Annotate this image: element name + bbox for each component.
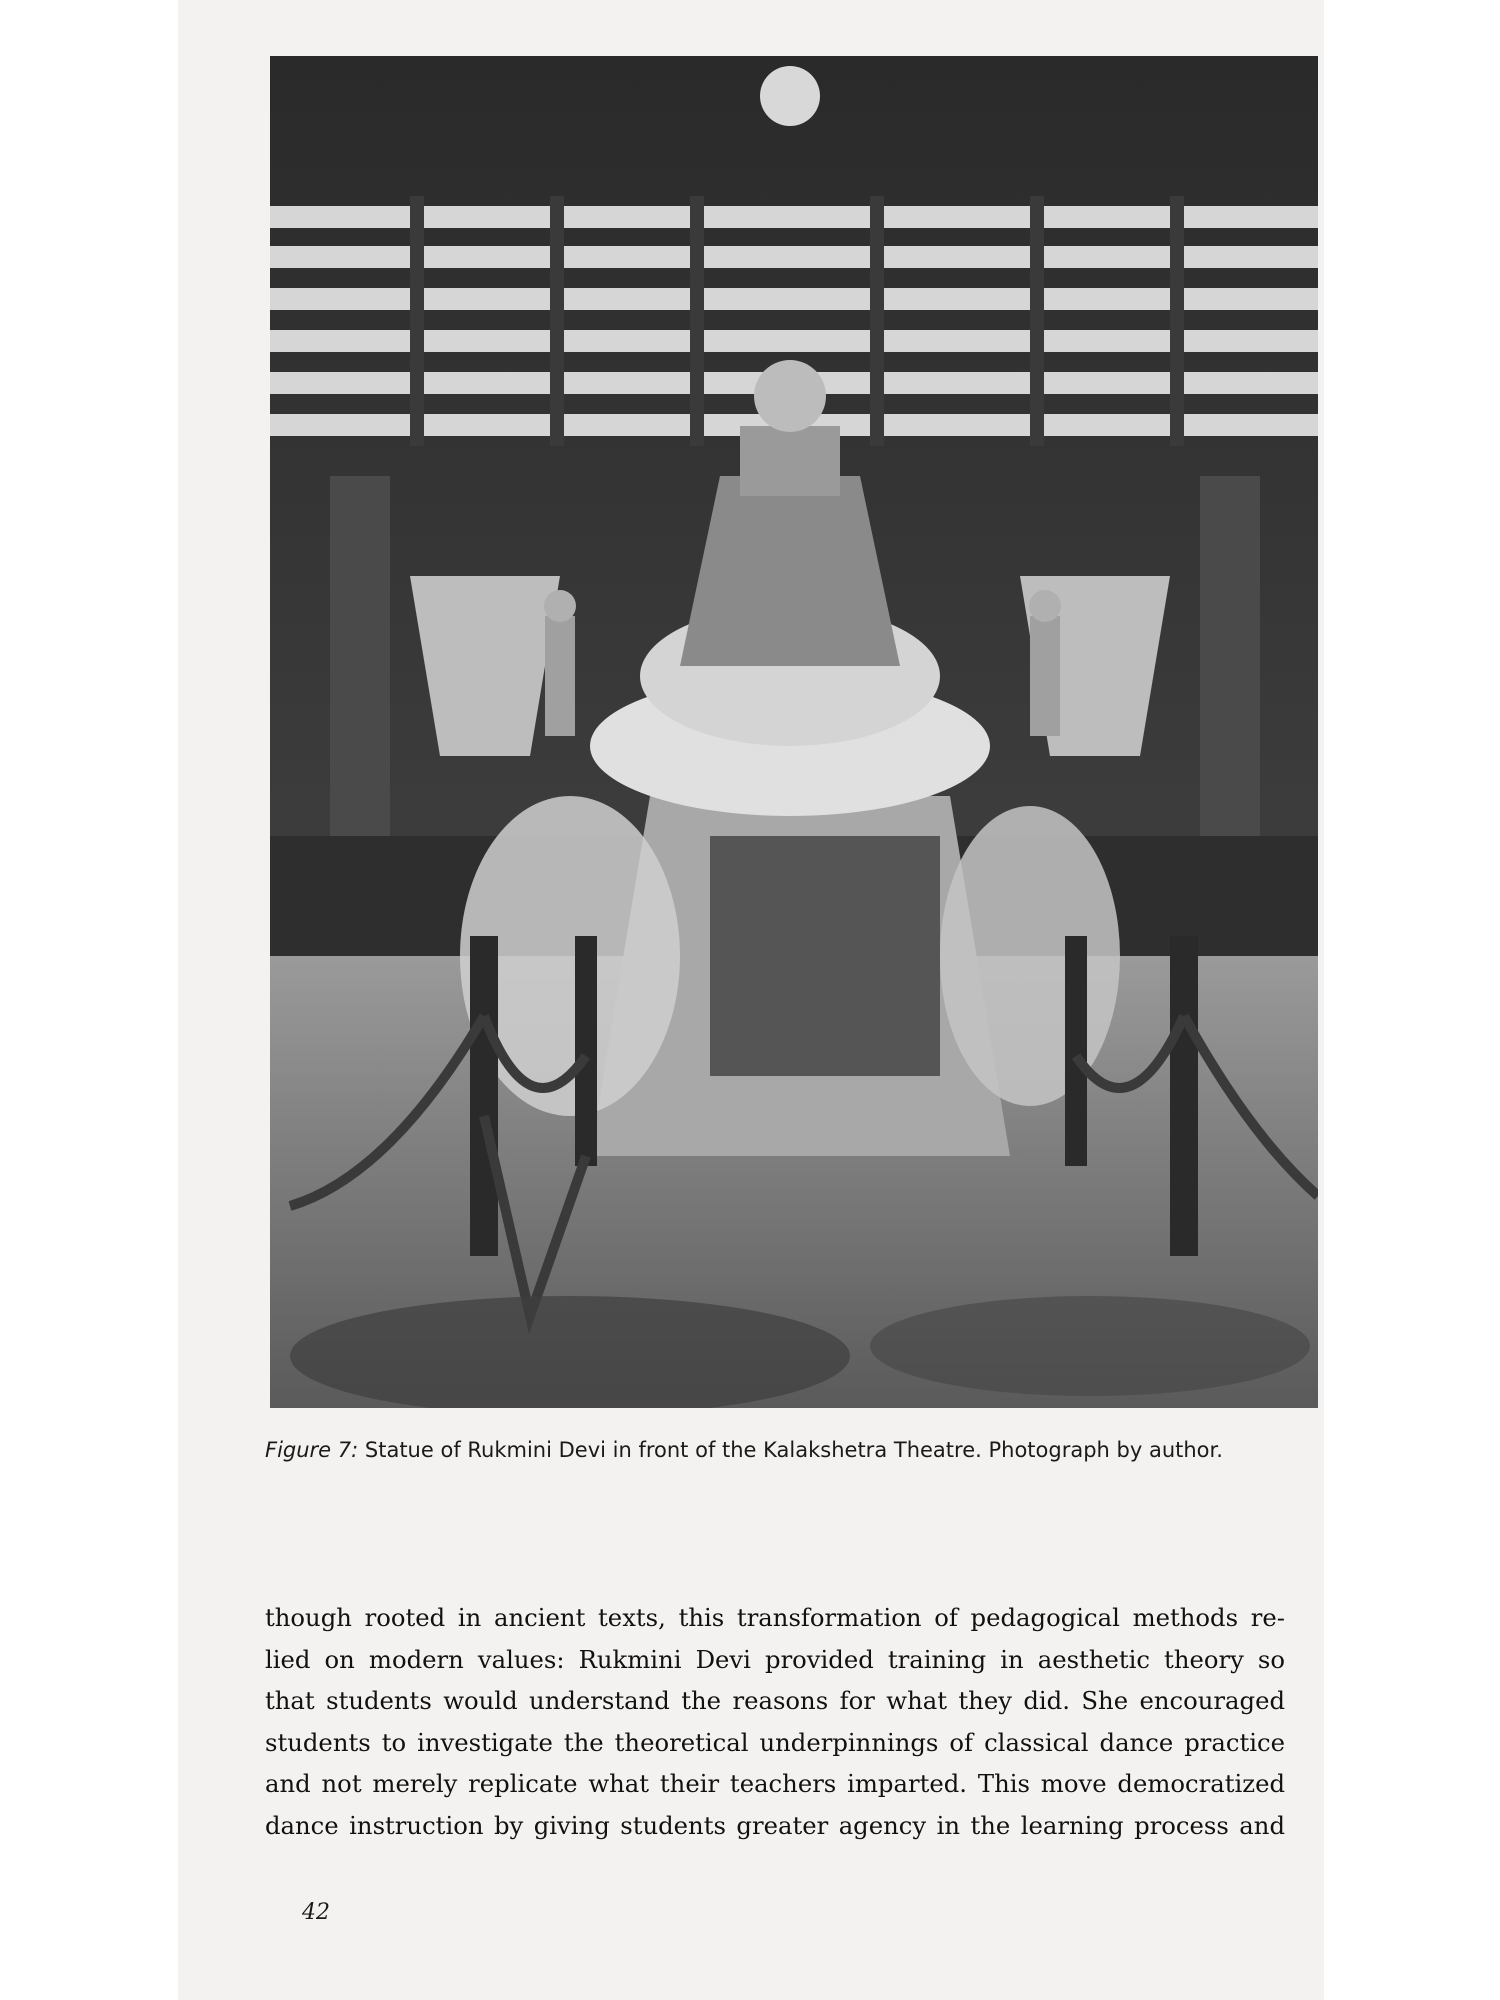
page-number: 42 xyxy=(302,1900,330,1925)
body-line: dance instruction by giving students greater agency in the learning process and xyxy=(265,1810,1285,1840)
body-line: lied on modern values: Rukmini Devi provided training in aesthetic theory so xyxy=(265,1644,1285,1674)
statue-photograph-image xyxy=(270,56,1318,1408)
body-line: and not merely replicate what their teachers imparted. This move democratized xyxy=(265,1769,1285,1798)
body-line: that students would understand the reasons for what they did. She encouraged xyxy=(265,1686,1285,1715)
statue-photograph xyxy=(270,56,1318,1408)
body-line: students to investigate the theoretical underpinnings of classical dance practice xyxy=(265,1727,1285,1757)
body-paragraph xyxy=(265,1597,1285,1846)
figure-caption-text: Statue of Rukmini Devi in front of the Kalakshetra Theatre. Photograph by author. xyxy=(358,1438,1223,1462)
figure-label: Figure 7: xyxy=(265,1438,359,1462)
figure-caption xyxy=(265,1434,1275,1466)
body-line: though rooted in ancient texts, this transformation of pedagogical methods re- xyxy=(265,1603,1285,1632)
